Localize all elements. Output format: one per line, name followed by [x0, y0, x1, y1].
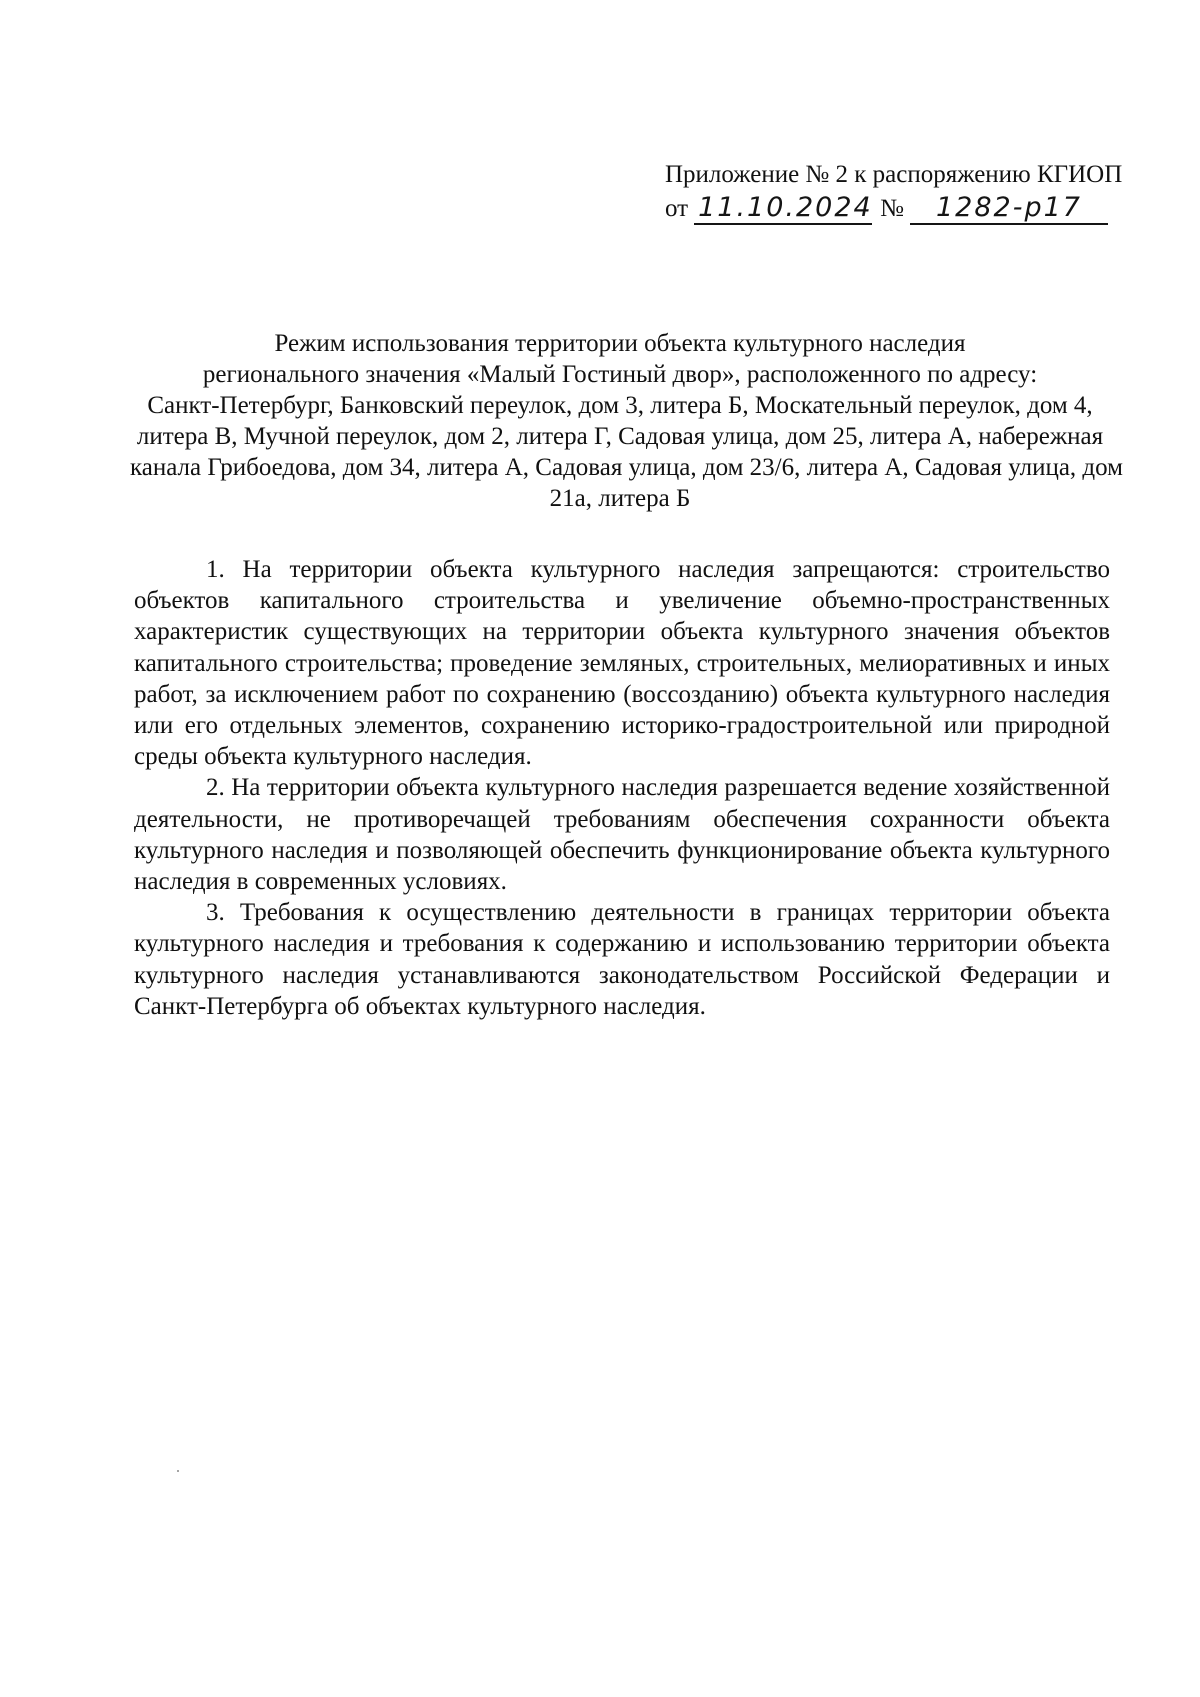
scan-speck [177, 1470, 179, 1472]
paragraph-3: 3. Требования к осуществлению деятельности в границах территории объекта культурного наследия и требования к содержанию и использованию территории объекта культурного наследия устанавливаются законодательством Российской Федерации и Санкт-Петербурга об объектах культурного наследия. [134, 899, 1110, 1020]
appendix-title: Приложение № 2 к распоряжению КГИОП [665, 161, 1123, 188]
title-line: литера В, Мучной переулок, дом 2, литера Г, Садовая улица, дом 25, литера А, набережная [136, 423, 1104, 450]
handwritten-number: 1282-р17 [910, 193, 1108, 225]
title-line: Санкт-Петербург, Банковский переулок, дом 3, литера Б, Москательный переулок, дом 4, [147, 392, 1093, 419]
document-title [130, 328, 1123, 514]
number-label: № [880, 195, 904, 222]
from-label: от [665, 195, 689, 222]
paragraph-2: 2. На территории объекта культурного наследия разрешается ведение хозяйственной деятельности, не противоречащей требованиям обеспечения сохранности объекта культурного наследия и позволяющей обеспечить функционирование объекта культурного наследия в современных условиях. [134, 774, 1110, 896]
title-line: Режим использования территории объекта культурного наследия [274, 330, 966, 357]
title-line: 21а, литера Б [549, 485, 691, 512]
appendix-header [665, 158, 1125, 226]
handwritten-date: 11.10.2024 [694, 193, 872, 225]
appendix-date-number-line [665, 192, 1125, 226]
title-line: регионального значения «Малый Гостиный двор», расположенного по адресу: [202, 361, 1038, 388]
paragraph-1: 1. На территории объекта культурного наследия запрещаются: строительство объектов капитального строительства и увеличение объемно-пространственных характеристик существующих на территории объекта культурного значения объектов капитального строительства; проведение земляных, строительных, мелиоративных и иных работ, за исключением работ по сохранению (воссозданию) объекта культурного наследия или его отдельных элементов, сохранению историко-градостроительной или природной среды объекта культурного наследия. [134, 556, 1110, 771]
title-line: канала Грибоедова, дом 34, литера А, Садовая улица, дом 23/6, литера А, Садовая улица, дом [130, 454, 1123, 481]
document-body [134, 554, 1110, 1022]
